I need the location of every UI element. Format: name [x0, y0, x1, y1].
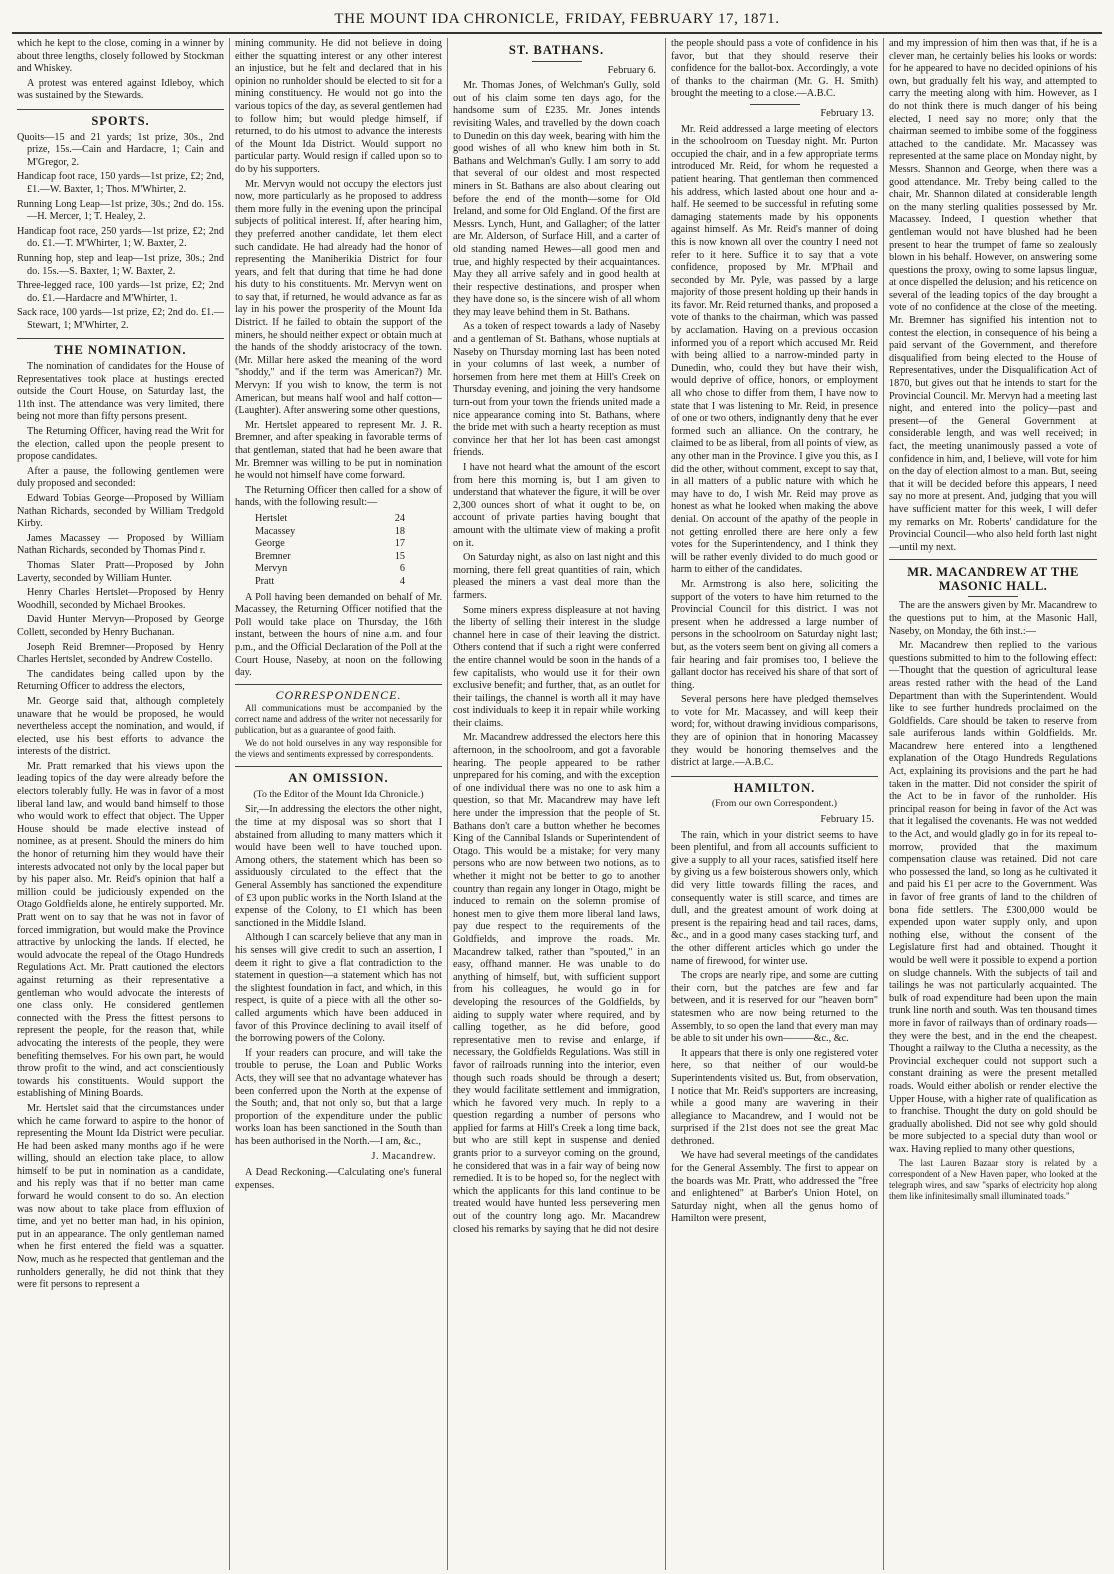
article-paragraph: The candidates being called upon by the Returning Officer to address the electors,	[17, 668, 224, 693]
column-2	[230, 38, 448, 1570]
poll-candidate: Macassey	[255, 525, 296, 537]
candidate-entry: Henry Charles Hertslet—Proposed by Henry Woodhill, seconded by Michael Brookes.	[17, 587, 224, 611]
candidate-entry: Edward Tobias George—Proposed by William Nathan Richards, seconded by William Tredgold Kirby.	[17, 493, 224, 530]
macandrew-heading: MR. MACANDREW AT THE MASONIC HALL.	[889, 559, 1097, 593]
article-paragraph: the people should pass a vote of confidence in his favor, but that they should reserve their confidence for the ballot-box. Accordingly, a vote of thanks to the chairman (Mr. G. H. Smith) brought the meeting to a close.—A.B.C.	[671, 38, 878, 100]
correspondence-heading: CORRESPONDENCE.	[235, 684, 442, 702]
poll-results-table	[255, 513, 405, 589]
hamilton-heading: HAMILTON.	[671, 776, 878, 795]
omission-heading: AN OMISSION.	[235, 766, 442, 785]
article-paragraph: As a token of respect towards a lady of Naseby and a gentleman of St. Bathans, whose nuptials at Naseby on Thursday morning last has been noted in your columns of last week, a number of horsemen from here met them at Hill's Creek on Thursday evening, and joining the very handsome turn-out from your town the friends united made a nice appearance coming into St. Bathans, where the bride met with such a hearty reception as must convince her that her lot has been cast amongst friends.	[453, 321, 660, 459]
article-paragraph: It appears that there is only one registered voter here, so that neither of our would-be Superintendents visited us. But, from observation, I notice that Mr. Reid's supporters are increasing, while a good many are wavering in their allegiance to Macandrew, and I would not be surprised if the 21st does not see the great Mac dethroned.	[671, 1047, 878, 1147]
article-paragraph: Mr. Macandrew addressed the electors here this afternoon, in the schoolroom, and got a favorable hearing. The people appeared to be rather unprepared for his coming, and with the exception of one individual there was no one to ask him a question, so that Mr. Macandrew may have left here under the impression that the people of St. Bathans don't care a button whether he becomes King of the Cannibal Islands or Superintendent of Otago. This would be a mistake; for very many persons who are now between two notions, as to whether it might not be better to go to another country than regain any longer in Otago, might be induced to remain on the solemn promise of honest men to give them more liberal land laws, pay due respect to the requirements of the Goldfields, and improve the roads. Mr. Macandrew talked, rather than "spouted," in an easy, offhand manner. He was unable to do anything of himself, but, with sufficient support from his colleagues, he would go in for developing the resources of the Goldfields, by aiding to supply water where required, and by calling together, as he did before, good representative men to revise and enlarge, if necessary, the Goldfields Regulations. Was still in favor of railroads running into the interior, even though such roads should be through a desert; they would facilitate settlement and immigration, which he favored very much. In reply to a question regarding a number of persons who applied for farms at Hill's Creek a long time back, but who are still kept in suspense and denied grants prior to a surveyor coming on the ground, he considered that was in a fair way of being now remedied. It is to be hoped so, for the neglect with which the applicants for this land continue to be treated would have hunted less persevering men out of the country long ago. Mr. Macandrew closed his remarks by saying that he did not desire	[453, 732, 660, 1235]
article-paragraph: A protest was entered against Idleboy, which was sustained by the Stewards.	[17, 77, 224, 102]
candidate-entry: Thomas Slater Pratt—Proposed by John Laverty, seconded by William Hunter.	[17, 559, 224, 584]
column-3	[448, 38, 666, 1570]
poll-candidate: Mervyn	[255, 563, 288, 575]
article-paragraph: The are the answers given by Mr. Macandrew to the questions put to him, at the Masonic Hall, Naseby, on Monday, the 6th inst.:—	[889, 600, 1097, 637]
poll-votes: 4	[399, 575, 405, 587]
poll-votes: 6	[399, 563, 405, 575]
article-paragraph: A Poll having been demanded on behalf of Mr. Macassey, the Returning Officer notified that the Poll would take place on Thursday, the 16th instant, between the hours of nine a.m. and four p.m., and the Official Declaration of the Poll at the Court House, Naseby, at noon on the following day.	[235, 591, 442, 679]
article-paragraph: Mr. Reid addressed a large meeting of electors in the schoolroom on Tuesday night. Mr. Purton occupied the chair, and in a few appropriate terms introduced Mr. Reid, for whom he requested a patient hearing. That gentleman then commenced his address, which lasted about one hour and a-half. He seemed to be successful in refuting some damaging statements made by his opponents against himself. As Mr. Reid's manner of doing this is now known all over the country I need not refer to it here. Suffice it to say that a vote confidence, proposed by Mr. M'Phail and seconded by Mr. Pyle, was passed by a large majority of those present holding up their hands in its favor. Mr. Reid returned thanks, and proposed a vote of thanks to the chairman, which was passed by acclamation. Having on a previous occasion informed you of a report which accused Mr. Reid with being allied to a narrow-minded party in Dunedin, who, could they but have their wish, would deprive of office, honors, or employment all who chose to differ from them, I have now to state that I was listening to Mr. Reid, in presence of one or two others, indignantly deny that he ever formed such an alliance. On the contrary, he claimed to be as liberal, from all points of view, as any other man in the Province. I give you this, as I did the other, without comment, except to say that, in all matters of a public nature with which he may have to do, I wish Mr. Reid may prove as honest as what he looked when making the above denial. On account of the apathy of the people in not getting enrolled there are here only a few votes for the Superintendency, and I think they will be rather evenly divided to do much good or harm to either of the candidates.	[671, 123, 878, 576]
article-paragraph: Mr. Armstrong is also here, soliciting the support of the voters to have him returned to the Provincial Council for this district. I was not present when he addressed a large number of persons in the schoolroom on Saturday night last; but, as the voters seem bent on giving all comers a fair hearing and fair promises too, I believe the gallant doctor has received his share of that sort of thing.	[671, 578, 878, 691]
sports-heading: SPORTS.	[17, 109, 224, 128]
dateline: February 6.	[607, 64, 656, 76]
column-4	[666, 38, 884, 1570]
sports-item: Handicap foot race, 150 yards—1st prize, £2; 2nd, £1.—W. Baxter, 1; Thos. M'Whirter, 2.	[17, 171, 224, 195]
article-paragraph: Mr. George said that, although completely unaware that he would be proposed, he would nevertheless accept the nomination, and would, if elected, use his best efforts to advance the interests of the district.	[17, 695, 224, 758]
hamilton-subtitle: (From our own Correspondent.)	[711, 798, 838, 810]
sports-item: Running Long Leap—1st prize, 30s.; 2nd do. 15s.—H. Mercer, 1; T. Healey, 2.	[17, 198, 224, 223]
poll-row	[255, 576, 405, 589]
editorial-note: We do not hold ourselves in any way responsible for the views and sentiments expressed by correspondents.	[235, 738, 442, 760]
masthead	[12, 6, 1102, 34]
sports-item: Sack race, 100 yards—1st prize, £2; 2nd do. £1.—Stewart, 1; M'Whirter, 2.	[17, 307, 224, 331]
poll-row	[255, 538, 405, 551]
sports-item: Handicap foot race, 250 yards—1st prize, £2; 2nd do. £1.—T. M'Whirter, 1; W. Baxter, 2.	[17, 225, 224, 250]
sports-item: Quoits—15 and 21 yards; 1st prize, 30s., 2nd prize, 15s.—Cain and Hardacre, 1; Cain and M'Gregor, 2.	[17, 131, 224, 168]
column-5	[884, 38, 1102, 1570]
letter-paragraph: Although I can scarcely believe that any man in his senses will give credit to such an assertion, I deem it right to give a flat contradiction to the statement in question—a statement which has not the slightest foundation in fact, and which, in this respect, is quite of a piece with all the other so-called arguments which have been adduced in favor of this Province declining to avail itself of the borrowing powers of the Colony.	[235, 932, 442, 1045]
article-paragraph: The Returning Officer then called for a show of hands, with the following result:—	[235, 484, 442, 509]
poll-row	[255, 513, 405, 526]
dateline: February 15.	[820, 814, 874, 826]
candidate-entry: Joseph Reid Bremner—Proposed by Henry Charles Hertslet, seconded by Andrew Costello.	[17, 641, 224, 666]
poll-votes: 18	[394, 525, 405, 537]
article-paragraph: mining community. He did not believe in doing either the squatting interest or any other interest an injustice, but he felt and declared that in his opinion no runholder should be elected to sit for a mining constituency. He would not go into the various topics of the day, as several gentlemen had to follow him; but would pledge himself, if returned, to do his utmost to advance the interests of the Mount Ida District. Would support no particular party. Would resign if called upon so to do by his supporters.	[235, 38, 442, 175]
article-paragraph: Mr. Hertslet said that the circumstances under which he came forward to aspire to the honor of representing the Mount Ida District were peculiar. He had been asked many months ago if he were willing, should an election take place, to allow himself to be put in nomination as a candidate, and his reply was that if no better man came forward he would consent to do so. An election was now about to take place from effluxion of time, and yet no better man had, in his opinion, put in an appearance. The only gentleman named when he first entered the field was a squatter. Now, much as he respected that gentleman and the runholders generally, he did not think that they were fit persons to represent a	[17, 1102, 224, 1291]
poll-candidate: George	[255, 538, 285, 550]
letter-paragraph: If your readers can procure, and will take the trouble to peruse, the Loan and Public Works Acts, they will see that no advantage whatever has been conferred upon the North at the expense of the South; and, that not only so, but that a large proportion of the expenditure under the public works loan has been sanctioned in the South than has been authorised in the North.—I am, &c.,	[235, 1047, 442, 1147]
poll-row	[255, 551, 405, 564]
poll-votes: 15	[394, 550, 405, 562]
candidate-entry: David Hunter Mervyn—Proposed by George Collett, seconded by Henry Buchanan.	[17, 614, 224, 638]
poll-row	[255, 526, 405, 539]
divider	[968, 596, 1018, 597]
divider	[532, 61, 582, 62]
poll-row	[255, 563, 405, 576]
article-paragraph: I have not heard what the amount of the escort from here this morning is, but I am given to understand that whatever the figure, it will be over 2,300 ounces short of what it ought to be, on account of private parties having bought that amount with the ultimate view of making a profit on it.	[453, 462, 660, 549]
omission-subtitle: (To the Editor of the Mount Ida Chronicle.)	[253, 788, 424, 800]
article-paragraph: On Saturday night, as also on last night and this morning, there fell great quantities of rain, which pleased the miners a vast deal more than the farmers.	[453, 552, 660, 601]
article-paragraph: Several persons here have pledged themselves to vote for Mr. Macassey, and will keep their word; for, without drawing invidious comparisons, they are of opinion that in honoring Macassey they would be honoring themselves and the district at large.—A.B.C.	[671, 694, 878, 769]
dateline: February 13.	[820, 107, 874, 119]
filler-paragraph: The last Lauren Bazaar story is related by a correspondent of a New Haven paper, who looked at the telegraph wires, and saw "sparks of electricity hop along them like infinitesimally small illuminated toads."	[889, 1158, 1097, 1202]
article-paragraph: The rain, which in your district seems to have been plentiful, and from all accounts sufficient to give a supply to all your races, satisfied itself here by giving us a few boisterous showers only, which did very little towards filling the races, and consequently water is still scarce, and times are dull, and the greatest amount of work doing at present is the repairing head and tail races, dams, &c., and in a good many cases stacking turf, and the other different articles which go under the name of firewood, for winter use.	[671, 829, 878, 967]
letter-paragraph: Sir,—In addressing the electors the other night, the time at my disposal was so short that I abstained from alluding to many matters which it would have been well to have touched upon. Among others, the statement which has been so assiduously circulated to the effect that the General Assembly has sanctioned the expenditure of £3 upon public works in the North Island at the expense of the Colony, to £1 which has been sanctioned in the Middle Island.	[235, 804, 442, 929]
filler-paragraph: A Dead Reckoning.—Calculating one's funeral expenses.	[235, 1167, 442, 1191]
masthead-title: THE MOUNT IDA CHRONICLE,	[334, 10, 560, 27]
article-paragraph: and my impression of him then was that, if he is a clever man, he certainly belies his looks or words: for he appeared to have no decided opinions of his own, but gradually felt his way, and attempted to carry the meeting along with him. However, as I do not think there is much danger of his being elected, I need say no more; only that the chairman seemed to imbibe some of the fogginess attached to the candidate. Mr. Macassey was represented at the same place on Monday night, by Messrs. Shannon and George, when there was a good attendance. Mr. Treby being called to the chair, Mr. Shannon dilated at considerable length on the many sterling qualities possessed by Mr. Macassey. Indeed, I question whether that gentleman would not have blushed had he been present to hear the trumpet of fame so zealously blown in his behalf. However, on answering some questions the proxy, owing to some lapsus linguæ, at once dispelled the delusion; and his reticence on several of the leading topics of the day brought a vote of no confidence at the close of the meeting. Mr. Bremner has signified his intention not to contest the election, in consequence of his being a paid servant of the Government, and therefore disqualified from being elected to the House of Representatives, under the Disqualification Act of 1870, but gives out that he intends to start for the Provincial Council. Mr. Mervyn had a meeting last night, and entered into the policy—past and present—of the General Government at considerable length, and was well received; in fact, the meeting unanimously passed a vote of confidence in him, and, I believe, will vote for him on the day of election almost to a man. But, seeing that it will be decided before this appears, I need say no more at present. And, judging that you will have sufficient matter for this week, I will defer my remarks on Mr. Roberts' candidature for the Provincial Council—who also held forth last night—until my next.	[889, 38, 1097, 553]
article-paragraph: which he kept to the close, coming in a winner by about three lengths, closely followed by Stockman and Whiskey.	[17, 38, 224, 75]
candidate-entry: James Macassey — Proposed by William Nathan Richards, seconded by Thomas Pind r.	[17, 532, 224, 557]
article-paragraph: Mr. Pratt remarked that his views upon the leading topics of the day were already before the electors tolerably fully. He was in favor of a most liberal land law, and would band himself to those who would work to effect that object. The Upper House should be made elective instead of nominee, as at present. Should the miners do him the honor of returning him they would have their interests advocated not only by the local paper but by his paper also. Mr. Reid's opinion that half a million could be judiciously expended on the Otago Goldfields alone, he entirely supported. Mr. Pratt went on to say that he was not in favor of forced immigration, but would make the Province attractive by unlocking the lands. If elected, he would advocate the repeal of the Otago Hundreds Regulations Act. Mr. Pratt cautioned the electors against returning as their representative a gentleman who would advocate the interests of one class only. He considered gentlemen connected with the Press the fittest persons to represent the people, for the reason that, while advocating the interests of the people, they were benefiting themselves. For his own part, he would throw profit to the wind, and act conscientiously towards his constituents. Would support the establishing of Mining Boards.	[17, 760, 224, 1100]
article-paragraph: Mr. Mervyn would not occupy the electors just now, more particularly as he proposed to address them more fully in the evening upon the principal subjects of political interest. If, after hearing him, they preferred another candidate, let them elect such candidate. He had already had the honor of representing the Maniherikia District for four years, and felt that during that time he had done his duty to his constituents. Mr. Mervyn went on to say that, if returned, he would advance as far as lay in his power the prosperity of the Mount Ida District. If he failed to obtain the support of the miners, he should neither expect or obtain much at the hands of the shoddy aristocracy of the town. (Mr. Millar here asked the meaning of the word "shoddy," and if the term was American?) Mr. Mervyn: If you wish to know, the term is not American, but means half wool and half cotton—(Laughter). After answering some other questions,	[235, 178, 442, 417]
column-1	[12, 38, 230, 1570]
poll-candidate: Bremner	[255, 550, 291, 562]
st-bathans-heading: ST. BATHANS.	[508, 43, 605, 57]
editorial-note: All communications must be accompanied by the correct name and address of the writer not necessarily for publication, but as a guarantee of good faith.	[235, 703, 442, 736]
article-paragraph: We have had several meetings of the candidates for the General Assembly. The first to appear on the boards was Mr. Pratt, who addressed the "free and enlightened" at Barber's Union Hotel, on Saturday night, when all the genus homo of Hamilton were present,	[671, 1150, 878, 1225]
article-paragraph: The Returning Officer, having read the Writ for the election, called upon the people present to propose candidates.	[17, 426, 224, 463]
nomination-heading: THE NOMINATION.	[17, 338, 224, 357]
columns	[12, 38, 1102, 1570]
article-paragraph: After a pause, the following gentlemen were duly proposed and seconded:	[17, 465, 224, 490]
article-paragraph: The nomination of candidates for the House of Representatives took place at hustings erected outside the Court House, on Saturday last, the 11th inst. The attendance was very limited, there being not more than fifty persons present.	[17, 361, 224, 423]
article-paragraph: The crops are nearly ripe, and some are cutting their corn, but the patches are few and far between, and it is reserved for our "heaven born" statesmen who are now being returned to the Assembly, to so open the land that every man may be able to sit under his own———&c., &c.	[671, 970, 878, 1045]
sports-item: Three-legged race, 100 yards—1st prize, £2; 2nd do. £1.—Hardacre and M'Whirter, 1.	[17, 280, 224, 304]
article-paragraph: Mr. Macandrew then replied to the various questions submitted to him to the following effect:—Thought that the question of agricultural lease areas rested rather with the head of the Land Department than with the Superintendent. Would like to see further hundreds proclaimed on the Goldfields. Care should be taken to reserve from sale auriferous lands within Goldfields. Mr. Macandrew here entered into a lengthened explanation of the Otago Hundreds Regulations Act, explaining its provisions and the part he had taken in the matter. Did not consider the spirit of the Act to be in favor of the runholder. His principal reason for being in favor of the Act was that it legalised the covenants. He was not wedded to the Act, and would gladly go in for its repeal to-morrow, provided that the maximum compensation clause was retained. Did not care who possessed the land, so long as he cultivated it and paid his £1 per acre to the Government. Was in favor of free grants of land to the children of bona fide settlers. The £300,000 would be expended upon water supply only, and upon nothing else, without the consent of the Legislature first had and obtained. Thought it would be well were it possible to expend a portion on sludge channels. With the subjects of tail and tailings he was not particularly acquainted. The bulk of road expenditure had been upon the main trunk line north and south. Was ten thousand times more in favor of railways than of ordinary roads—they were the best, and in the end the cheapest. Thought a railway to the Clutha a necessity, as the Provincial exchequer could not support such a constant draining as were the present metalled roads. Would either abolish or render elective the Upper House, with a higher rate of qualification as to franchise. Thought the duty on gold should be gradually abolished. Did not see why gold should be more subjected to a special duty than wool or wax. Having replied to many other questions,	[889, 640, 1097, 1155]
poll-votes: 24	[394, 512, 405, 524]
poll-votes: 17	[394, 538, 405, 550]
masthead-date: FRIDAY, FEBRUARY 17, 1871.	[565, 10, 780, 27]
sports-results	[17, 132, 224, 333]
article-paragraph: Some miners express displeasure at not having the liberty of selling their interest in the sludge channel here in case of their leaving the district. Others contend that if such a right were conferred the entire channel would be soon in the hands of a few capitalists, who would use it for their own exclusive benefit; and further, that, as an outlet for their tailings, the channel is worth all it may have cost individuals to keep it in repair while working their claims.	[453, 604, 660, 729]
letter-signature: J. Macandrew.	[371, 1150, 436, 1162]
article-paragraph: Mr. Thomas Jones, of Welchman's Gully, sold out of his claim some ten days ago, for the handsome sum of £235. Mr. Jones intends revisiting Wales, and travelled by the down coach to Dunedin on this day week, bearing with him the good wishes of all who knew him both in St. Bathans and Welchman's Gully. I am sorry to add that several of our oldest and most respected miners in St. Bathans are also about clearing out before the end of the month—some for Old Ireland, and some for Old England. Of the first are Messrs. Lynch, Hunt, and Gallagher; of the latter are Mr. Alderson, of Surface Hill, and a carter of old standing named Hewes—all good men and true, and highly respected by their acquaintances. May they all arrive safely and in good health at their respective destinations, and prosper when they have done so, is the sincere wish of all whom they may leave behind them in St. Bathans.	[453, 80, 660, 318]
poll-candidate: Hertslet	[255, 512, 288, 524]
poll-candidate: Pratt	[255, 575, 275, 587]
article-paragraph: Mr. Hertslet appeared to represent Mr. J. R. Bremner, and after speaking in favorable terms of that gentleman, stated that had he been aware that Mr. Bremner was willing to be put in nomination he would not himself have come forward.	[235, 419, 442, 482]
divider	[750, 104, 800, 105]
sports-item: Running hop, step and leap—1st prize, 30s.; 2nd do. 15s.—S. Baxter, 1; W. Baxter, 2.	[17, 252, 224, 277]
